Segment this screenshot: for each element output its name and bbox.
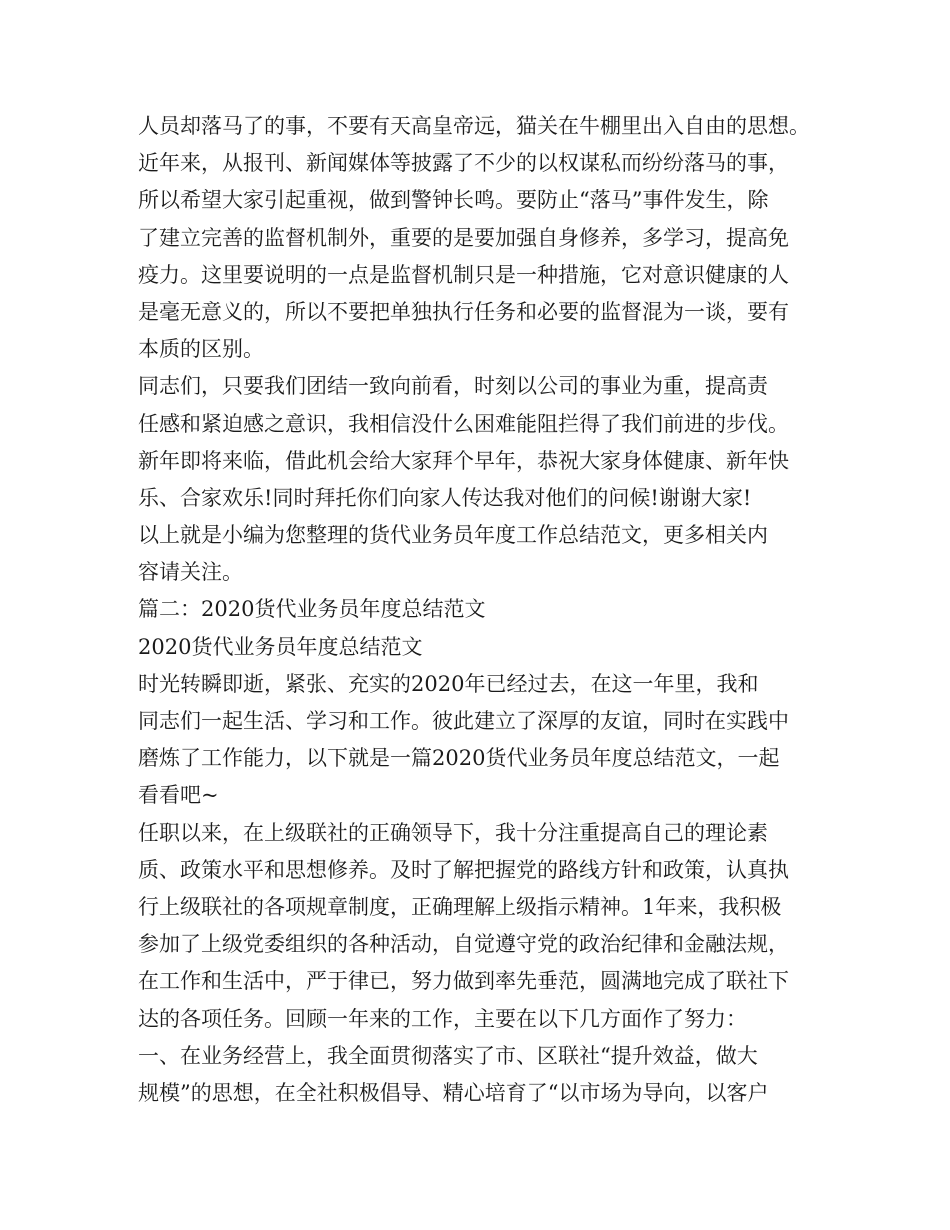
- text-line: 行上级联社的各项规章制度，正确理解上级指示精神。1年来，我积极: [138, 894, 782, 919]
- text-line: 看看吧~: [138, 783, 219, 808]
- text-line: 在工作和生活中，严于律已，努力做到率先垂范，圆满地完成了联社下: [138, 969, 789, 994]
- text-line: 时光转瞬即逝，紧张、充实的2020年已经过去，在这一年里，我和: [138, 671, 759, 696]
- text-line: 任职以来，在上级联社的正确领导下，我十分注重提高自己的理论素: [138, 820, 768, 845]
- text-line: 同志们，只要我们团结一致向前看，时刻以公司的事业为重，提高责: [138, 374, 768, 399]
- text-line: 质、政策水平和思想修养。及时了解把握党的路线方针和政策，认真执: [138, 857, 789, 882]
- text-line: 容请关注。: [138, 560, 243, 585]
- text-line: 疫力。这里要说明的一点是监督机制只是一种措施，它对意识健康的人: [138, 262, 789, 287]
- text-line: 近年来，从报刊、新闻媒体等披露了不少的以权谋私而纷纷落马的事，: [138, 151, 789, 176]
- text-line: 本质的区别。: [138, 337, 264, 362]
- text-line: 磨炼了工作能力，以下就是一篇2020货代业务员年度总结范文，一起: [138, 746, 780, 771]
- document-body: [138, 108, 818, 1112]
- text-line: 达的各项任务。回顾一年来的工作，主要在以下几方面作了努力：: [138, 1006, 747, 1031]
- text-line: 了建立完善的监督机制外，重要的是要加强自身修养，多学习，提高免: [138, 225, 789, 250]
- text-line: 任感和紧迫感之意识，我相信没什么困难能阻拦得了我们前进的步伐。: [138, 411, 789, 436]
- section-heading: 篇二：2020货代业务员年度总结范文: [138, 597, 486, 622]
- text-line: 乐、合家欢乐!同时拜托你们向家人传达我对他们的问候!谢谢大家!: [138, 485, 752, 510]
- text-line: 规模”的思想，在全社积极倡导、精心培育了“以市场为导向，以客户: [138, 1080, 769, 1105]
- text-line: 参加了上级党委组织的各种活动，自觉遵守党的政治纪律和金融法规，: [138, 932, 789, 957]
- text-line: 一、在业务经营上，我全面贯彻落实了市、区联社“提升效益，做大: [138, 1043, 758, 1068]
- text-line: 人员却落马了的事，不要有天高皇帝远，猫关在牛棚里出入自由的思想。: [138, 114, 810, 138]
- text-line: 以上就是小编为您整理的货代业务员年度工作总结范文，更多相关内: [138, 523, 768, 548]
- text-line: 所以希望大家引起重视，做到警钟长鸣。要防止“落马”事件发生，除: [138, 188, 769, 213]
- text-line: 新年即将来临，借此机会给大家拜个早年，恭祝大家身体健康、新年快: [138, 448, 789, 473]
- article-title: 2020货代业务员年度总结范文: [138, 634, 423, 659]
- text-line: 是毫无意义的，所以不要把单独执行任务和必要的监督混为一谈，要有: [138, 299, 789, 324]
- text-line: 同志们一起生活、学习和工作。彼此建立了深厚的友谊，同时在实践中: [138, 709, 789, 733]
